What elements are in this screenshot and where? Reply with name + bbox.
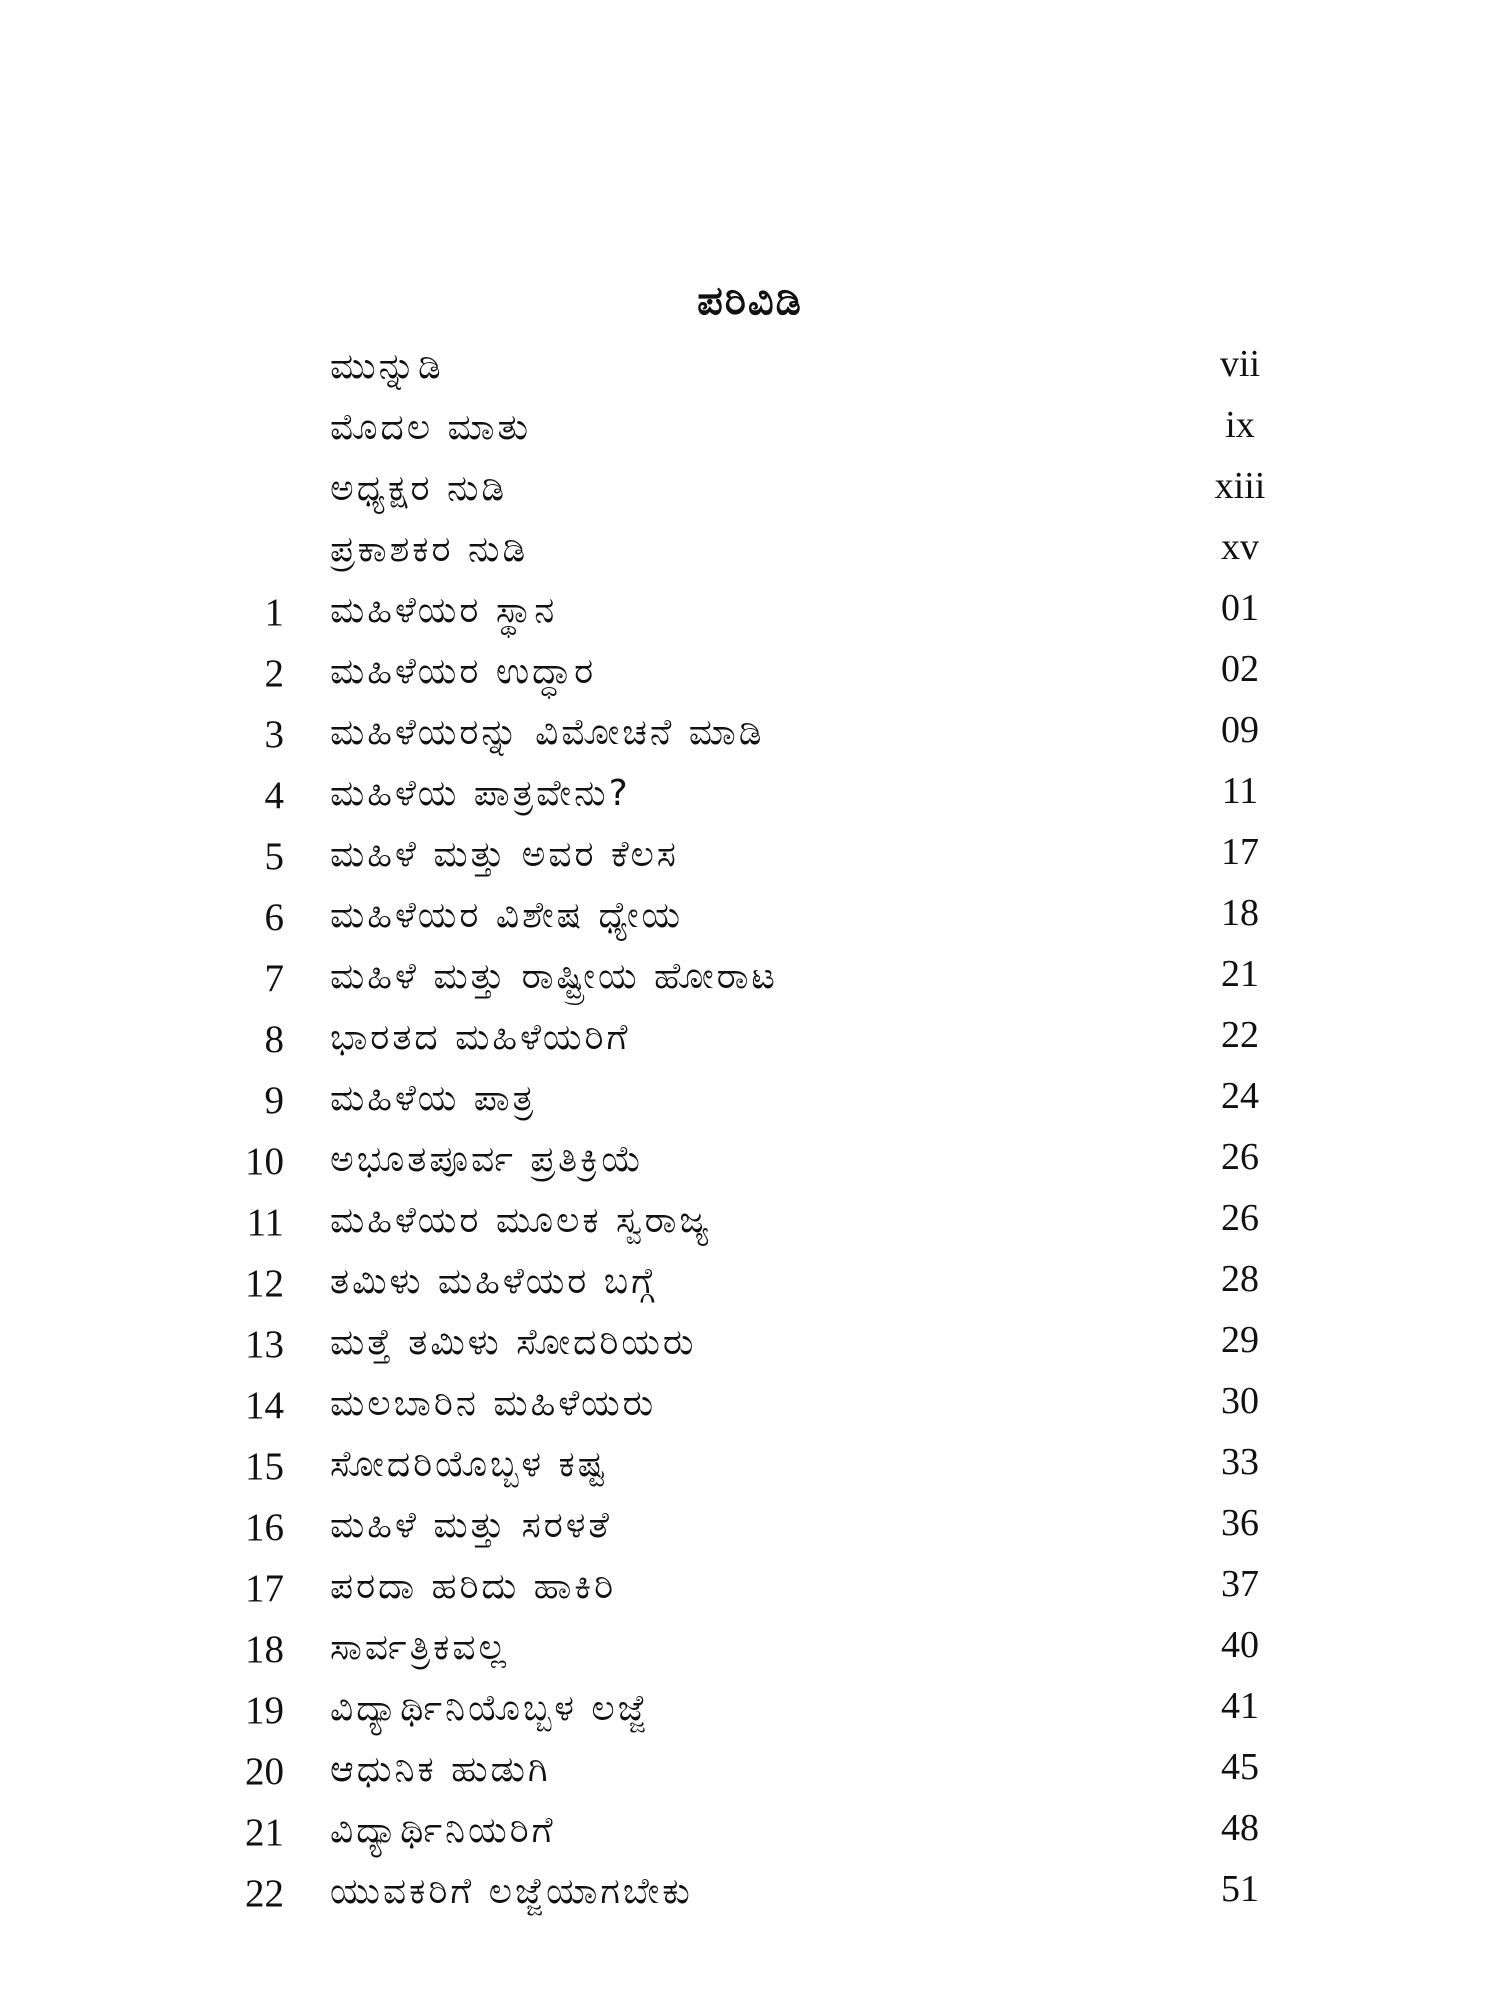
toc-row (0, 580, 1500, 641)
toc-entry-title: ಮಹಿಳೆಯ ಪಾತ್ರ (330, 1078, 537, 1119)
toc-chapter-number: 20 (245, 1750, 284, 1793)
toc-row (0, 1190, 1500, 1251)
toc-row (0, 1312, 1500, 1373)
toc-row (0, 763, 1500, 824)
toc-entry-title: ಮುನ್ನುಡಿ (330, 346, 444, 387)
toc-entry-title: ಮಹಿಳೆಯರ ವಿಶೇಷ ಧ್ಯೇಯ (330, 895, 684, 936)
toc-row (0, 1861, 1500, 1922)
toc-entry-title: ಸಾರ್ವತ್ರಿಕವಲ್ಲ (330, 1627, 510, 1668)
toc-page-number: 28 (1221, 1258, 1259, 1300)
toc-entry-title: ಸೋದರಿಯೊಬ್ಬಳ ಕಷ್ಟ (330, 1444, 608, 1485)
toc-chapter-number: 18 (245, 1628, 284, 1671)
toc-page-number: xv (1221, 526, 1259, 568)
toc-page-number: 51 (1221, 1868, 1259, 1910)
toc-page-number: 26 (1221, 1197, 1259, 1239)
toc-page-number: 45 (1221, 1746, 1259, 1788)
toc-page-number: ix (1225, 404, 1255, 446)
toc-page-number: 36 (1221, 1502, 1259, 1544)
toc-page-number: 48 (1221, 1807, 1259, 1849)
toc-entry-title: ಪ್ರಕಾಶಕರ ನುಡಿ (330, 529, 529, 570)
toc-entry-title: ವಿದ್ಯಾರ್ಥಿನಿಯರಿಗೆ (330, 1810, 556, 1851)
toc-page-number: 18 (1221, 892, 1259, 934)
toc-row (0, 336, 1500, 397)
toc-page-number: 30 (1221, 1380, 1259, 1422)
toc-entry-title: ಮಲಬಾರಿನ ಮಹಿಳೆಯರು (330, 1383, 657, 1424)
toc-chapter-number: 6 (264, 896, 284, 939)
toc-chapter-number: 11 (246, 1201, 284, 1244)
toc-chapter-number: 7 (264, 957, 284, 1000)
toc-row (0, 1800, 1500, 1861)
toc-chapter-number: 1 (264, 591, 284, 634)
toc-row (0, 885, 1500, 946)
toc-row (0, 1556, 1500, 1617)
toc-entry-title: ಮಹಿಳೆ ಮತ್ತು ಅವರ ಕೆಲಸ (330, 834, 679, 875)
toc-page-number: 11 (1221, 770, 1259, 812)
toc-entry-title: ಯುವಕರಿಗೆ ಲಜ್ಜೆಯಾಗಬೇಕು (330, 1871, 693, 1912)
toc-chapter-number: 14 (245, 1384, 284, 1427)
toc-row (0, 1068, 1500, 1129)
toc-entry-title: ಮಹಿಳೆ ಮತ್ತು ಸರಳತೆ (330, 1505, 612, 1546)
toc-chapter-number: 22 (245, 1872, 284, 1915)
toc-entry-title: ಮಹಿಳೆಯ ಪಾತ್ರವೇನು? (330, 773, 631, 814)
toc-page-number: 40 (1221, 1624, 1259, 1666)
toc-row (0, 519, 1500, 580)
toc-entry-title: ಭಾರತದ ಮಹಿಳೆಯರಿಗೆ (330, 1017, 631, 1058)
toc-chapter-number: 19 (245, 1689, 284, 1732)
toc-row (0, 397, 1500, 458)
toc-row (0, 1373, 1500, 1434)
toc-page-number: 33 (1221, 1441, 1259, 1483)
toc-entry-title: ಅಭೂತಪೂರ್ವ ಪ್ರತಿಕ್ರಿಯೆ (330, 1139, 645, 1180)
toc-chapter-number: 9 (264, 1079, 284, 1122)
toc-entry-title: ಮತ್ತೆ ತಮಿಳು ಸೋದರಿಯರು (330, 1322, 697, 1363)
toc-entry-title: ಆಧುನಿಕ ಹುಡುಗಿ (330, 1749, 551, 1790)
toc-entry-title: ಪರದಾ ಹರಿದು ಹಾಕಿರಿ (330, 1566, 617, 1607)
toc-row (0, 641, 1500, 702)
toc-chapter-number: 10 (245, 1140, 284, 1183)
toc-row (0, 824, 1500, 885)
toc-page-number: 21 (1221, 953, 1259, 995)
toc-entry-title: ವಿದ್ಯಾರ್ಥಿನಿಯೊಬ್ಬಳ ಲಜ್ಜೆ (330, 1688, 649, 1729)
toc-row (0, 1678, 1500, 1739)
table-of-contents (0, 336, 1500, 1922)
toc-page-number: vii (1219, 343, 1261, 385)
toc-page-number: xiii (1214, 465, 1266, 507)
toc-entry-title: ಮಹಿಳೆಯರ ಮೂಲಕ ಸ್ವರಾಜ್ಯ (330, 1200, 712, 1241)
toc-row (0, 1251, 1500, 1312)
toc-page-number: 02 (1221, 648, 1259, 690)
toc-chapter-number: 12 (245, 1262, 284, 1305)
toc-row (0, 946, 1500, 1007)
toc-chapter-number: 16 (245, 1506, 284, 1549)
toc-chapter-number: 5 (264, 835, 284, 878)
toc-row (0, 702, 1500, 763)
toc-entry-title: ಮಹಿಳೆ ಮತ್ತು ರಾಷ್ಟ್ರೀಯ ಹೋರಾಟ (330, 956, 778, 997)
toc-page-number: 22 (1221, 1014, 1259, 1056)
toc-entry-title: ಮಹಿಳೆಯರನ್ನು ವಿಮೋಚನೆ ಮಾಡಿ (330, 712, 765, 753)
toc-chapter-number: 4 (264, 774, 284, 817)
toc-page-number: 01 (1221, 587, 1259, 629)
toc-page-number: 24 (1221, 1075, 1259, 1117)
toc-entry-title: ಅಧ್ಯಕ್ಷರ ನುಡಿ (330, 468, 508, 509)
toc-entry-title: ಮೊದಲ ಮಾತು (330, 407, 532, 448)
toc-chapter-number: 13 (245, 1323, 284, 1366)
toc-entry-title: ಮಹಿಳೆಯರ ಉದ್ಧಾರ (330, 651, 597, 692)
toc-entry-title: ಮಹಿಳೆಯರ ಸ್ಥಾನ (330, 590, 558, 631)
toc-page-number: 29 (1221, 1319, 1259, 1361)
toc-chapter-number: 3 (264, 713, 284, 756)
toc-chapter-number: 2 (264, 652, 284, 695)
toc-entry-title: ತಮಿಳು ಮಹಿಳೆಯರ ಬಗ್ಗೆ (330, 1261, 658, 1302)
toc-page-number: 26 (1221, 1136, 1259, 1178)
toc-row (0, 1739, 1500, 1800)
toc-page-number: 17 (1221, 831, 1259, 873)
toc-row (0, 1007, 1500, 1068)
toc-page-number: 09 (1221, 709, 1259, 751)
toc-page-number: 37 (1221, 1563, 1259, 1605)
toc-row (0, 458, 1500, 519)
toc-row (0, 1495, 1500, 1556)
toc-chapter-number: 21 (245, 1811, 284, 1854)
toc-chapter-number: 15 (245, 1445, 284, 1488)
toc-chapter-number: 8 (264, 1018, 284, 1061)
toc-row (0, 1129, 1500, 1190)
toc-page-number: 41 (1221, 1685, 1259, 1727)
page-title: ಪರಿವಿಡಿ (697, 278, 803, 324)
toc-row (0, 1434, 1500, 1495)
toc-chapter-number: 17 (245, 1567, 284, 1610)
toc-row (0, 1617, 1500, 1678)
